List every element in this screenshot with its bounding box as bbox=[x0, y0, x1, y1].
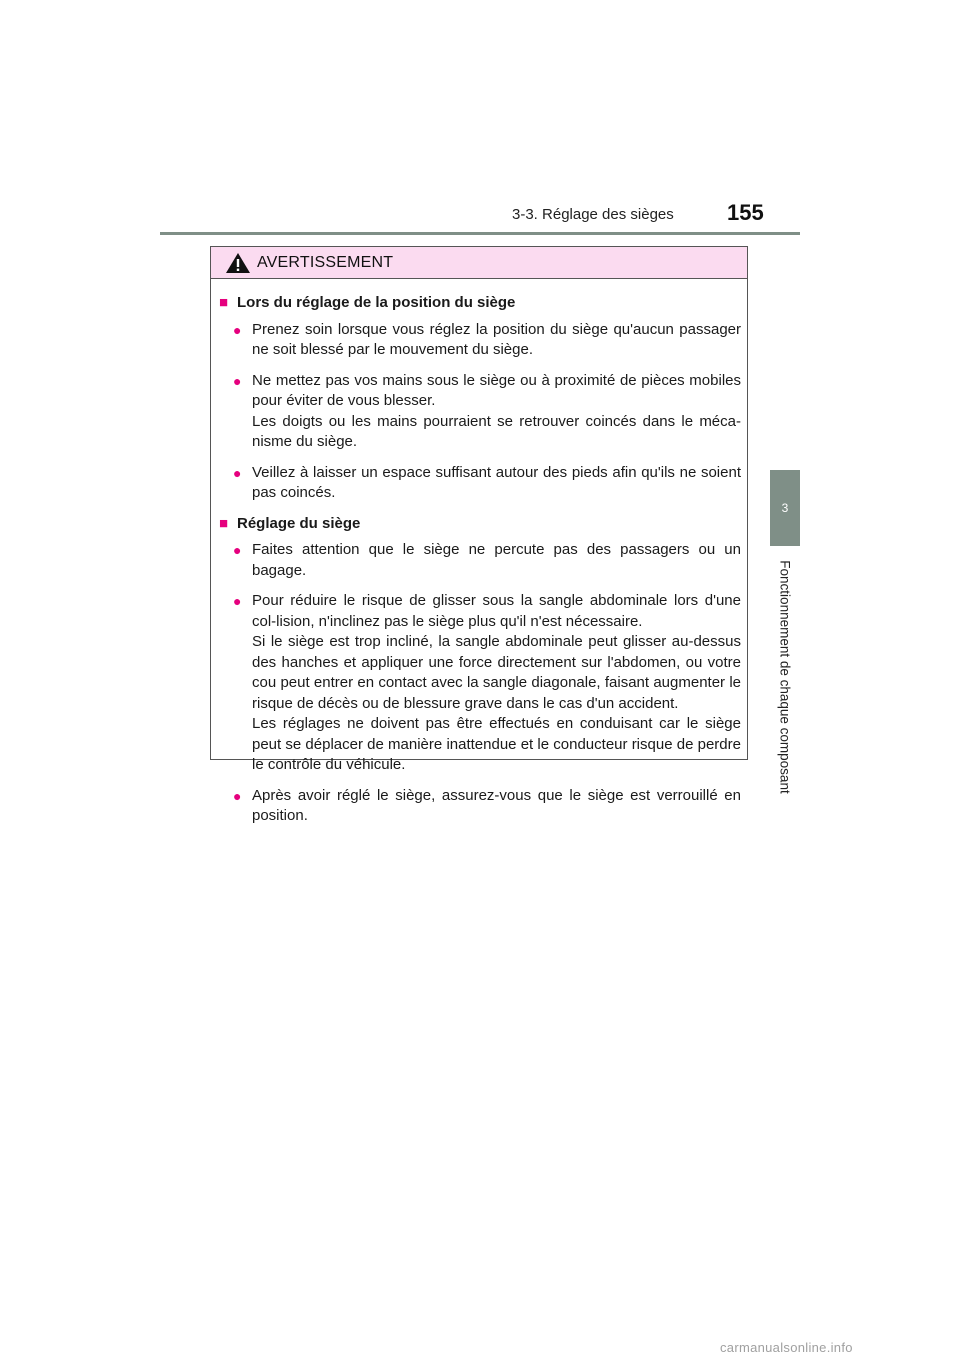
side-tab-label bbox=[770, 546, 800, 808]
footer-watermark: carmanualsonline.info bbox=[720, 1340, 853, 1355]
list-item bbox=[233, 786, 741, 827]
paragraph: Les réglages ne doivent pas être effectués en conduisant car le siège peut se déplacer de manière inattendue et le conducteur risque de perdre le contrôle du véhicule. bbox=[252, 715, 741, 773]
warning-title: AVERTISSEMENT bbox=[257, 253, 394, 271]
warning-box bbox=[210, 246, 748, 824]
warning-triangle-icon bbox=[225, 252, 251, 274]
side-tab-label-text: Fonctionnement de chaque composant bbox=[777, 560, 793, 794]
list-item bbox=[233, 463, 741, 504]
paragraph: Ne mettez pas vos mains sous le siège ou à proximité de pièces mobiles pour éviter de vous blesser. bbox=[252, 371, 741, 409]
page-number: 155 bbox=[727, 200, 764, 225]
side-tab-number: 3 bbox=[770, 470, 800, 546]
list-item-text bbox=[252, 786, 741, 827]
list-item bbox=[233, 591, 741, 776]
paragraph: Après avoir réglé le siège, assurez-vous que le siège est verrouillé en position. bbox=[252, 786, 741, 824]
list-item bbox=[233, 320, 741, 361]
round-bullet-icon: ● bbox=[233, 464, 242, 481]
round-bullet-icon: ● bbox=[233, 321, 242, 338]
warning-body bbox=[211, 279, 747, 827]
paragraph: Faites attention que le siège ne percute pas des passagers ou un bagage. bbox=[252, 541, 741, 579]
header-section: 3-3. Réglage des sièges bbox=[512, 206, 674, 223]
section-title bbox=[219, 293, 741, 314]
list-item-text bbox=[252, 591, 741, 776]
header-rule bbox=[160, 232, 800, 235]
round-bullet-icon: ● bbox=[233, 787, 242, 804]
list-item bbox=[233, 540, 741, 581]
square-bullet-icon: ■ bbox=[219, 294, 229, 311]
section-title bbox=[219, 514, 741, 535]
square-bullet-icon: ■ bbox=[219, 514, 229, 532]
round-bullet-icon: ● bbox=[233, 593, 242, 609]
paragraph: Pour réduire le risque de glisser sous la sangle abdominale lors d'une col-lision, n'inclinez pas le siège plus qu'il n'est nécessaire. bbox=[252, 592, 741, 630]
round-bullet-icon: ● bbox=[233, 542, 242, 558]
list-item-text bbox=[252, 463, 741, 504]
list-item-text bbox=[252, 540, 741, 581]
list-item bbox=[233, 371, 741, 453]
section-title-text: Lors du réglage de la position du siège bbox=[237, 294, 516, 311]
section-title-text: Réglage du siège bbox=[237, 514, 361, 532]
round-bullet-icon: ● bbox=[233, 372, 242, 389]
warning-header bbox=[211, 247, 747, 279]
list-item-text bbox=[252, 371, 741, 453]
paragraph: Prenez soin lorsque vous réglez la position du siège qu'aucun passager ne soit blessé par le mouvement du siège. bbox=[252, 320, 741, 358]
paragraph: Si le siège est trop incliné, la sangle abdominale peut glisser au-dessus des hanches et appliquer une force directement sur l'abdomen, ou votre cou peut entrer en contact avec la sangle diagonale, faisant augmenter le risque de décès ou de blessure grave dans le cas d'un accident. bbox=[252, 633, 741, 712]
paragraph: Les doigts ou les mains pourraient se retrouver coincés dans le méca-nisme du siège. bbox=[252, 412, 741, 450]
paragraph: Veillez à laisser un espace suffisant autour des pieds afin qu'ils ne soient pas coincés. bbox=[252, 463, 741, 501]
list-item-text bbox=[252, 320, 741, 361]
